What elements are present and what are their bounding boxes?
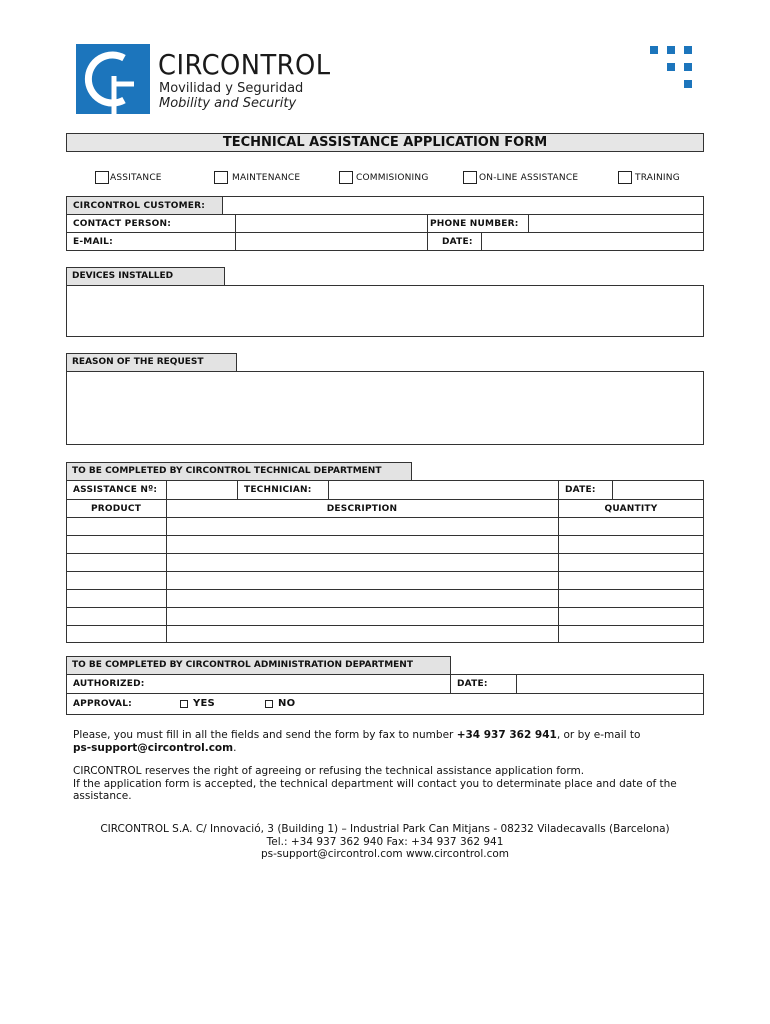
devices-installed-field[interactable] [66,285,704,337]
label-commissioning: COMMISIONING [356,173,429,183]
circontrol-logo-icon [76,44,150,114]
checkbox-maintenance[interactable] [214,171,228,184]
technician-label: TECHNICIAN: [244,485,312,495]
reserve-paragraph [73,765,703,803]
approval-yes-label: YES [193,698,215,709]
technical-date-field[interactable] [613,481,703,499]
label-training: TRAINING [635,173,680,183]
footer-phone: Tel.: +34 937 362 940 Fax: +34 937 362 941 [266,835,504,848]
customer-label: CIRCONTROL CUSTOMER: [73,201,206,211]
footer [66,823,704,861]
col-product: PRODUCT [90,504,142,514]
checkbox-assistance[interactable] [95,171,109,184]
label-maintenance: MAINTENANCE [232,173,301,183]
email-field[interactable] [236,233,426,250]
col-quantity: QUANTITY [604,504,658,514]
checkbox-commissioning[interactable] [339,171,353,184]
instructions-text-2: , or by e-mail to [556,729,641,741]
reason-header: REASON OF THE REQUEST [66,353,237,372]
admin-date-field[interactable] [517,675,703,693]
brand-tagline-en: Mobility and Security [159,96,297,111]
contact-date-field[interactable] [482,233,703,250]
instructions-end: . [233,741,237,754]
footer-web: ps-support@circontrol.com www.circontrol.com [260,848,510,860]
reserve-text-1: CIRCONTROL reserves the right of agreeing or refusing the technical assistance application form. [73,765,585,777]
technician-field[interactable] [329,481,558,499]
technical-date-label: DATE: [565,485,596,495]
authorized-field[interactable] [150,675,449,693]
admin-date-label: DATE: [457,679,488,689]
col-description: DESCRIPTION [326,504,398,514]
product-table-body[interactable] [67,518,703,642]
fax-number: +34 937 362 941 [456,729,557,741]
circontrol-logo [76,44,336,116]
label-assistance: ASSITANCE [110,173,162,183]
form-title: TECHNICAL ASSISTANCE APPLICATION FORM [66,133,704,152]
approval-no-label: NO [278,698,296,709]
customer-field[interactable] [222,196,704,215]
phone-number-label: PHONE NUMBER: [430,219,519,229]
instructions-paragraph [73,729,703,754]
brand-name: CIRCONTROL [158,48,331,81]
authorized-label: AUTHORIZED: [73,679,145,689]
footer-address: CIRCONTROL S.A. C/ Innovació, 3 (Building 1) – Industrial Park Can Mitjans - 08232 Viladecavalls (Barcelona) [100,823,670,835]
email-label: E-MAIL: [73,237,113,247]
assistance-number-field[interactable] [167,481,237,499]
contact-person-label: CONTACT PERSON: [73,219,172,229]
approval-label: APPROVAL: [73,699,132,709]
checkbox-approval-yes[interactable] [180,700,188,708]
reason-field[interactable] [66,371,704,445]
label-online-assistance: ON-LINE ASSISTANCE [479,173,579,183]
brand-tagline-es: Movilidad y Seguridad [159,81,304,96]
checkbox-online-assistance[interactable] [463,171,477,184]
reserve-text-2: If the application form is accepted, the technical department will contact you to determinate place and date of the assistance. [73,777,677,802]
contact-person-field[interactable] [236,215,426,232]
technical-dept-header: TO BE COMPLETED BY CIRCONTROL TECHNICAL DEPARTMENT [66,462,412,481]
instructions-text-1: Please, you must fill in all the fields and send the form by fax to number [73,729,457,741]
devices-installed-header: DEVICES INSTALLED [66,267,225,286]
brand-dots-icon [650,46,696,88]
admin-dept-header: TO BE COMPLETED BY CIRCONTROL ADMINISTRATION DEPARTMENT [66,656,451,675]
checkbox-training[interactable] [618,171,632,184]
support-email-link[interactable]: ps-support@circontrol.com [73,741,234,754]
checkbox-approval-no[interactable] [265,700,273,708]
assistance-number-label: ASSISTANCE Nº: [73,485,158,495]
contact-date-label: DATE: [442,237,473,247]
phone-number-field[interactable] [529,215,703,232]
